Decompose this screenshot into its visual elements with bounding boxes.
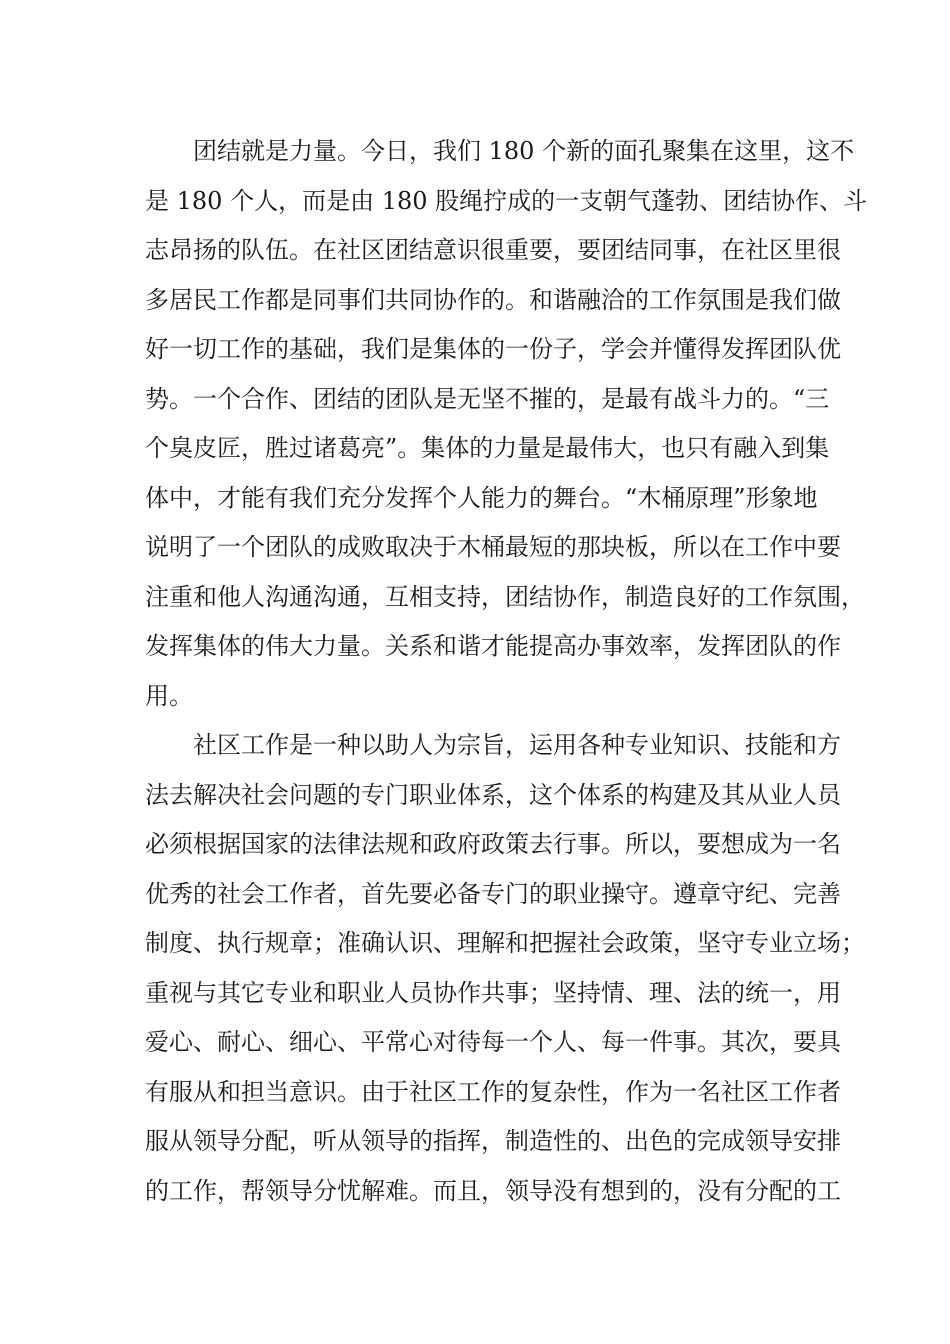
- text-line: 社区工作是一种以助人为宗旨，运用各种专业知识、技能和方: [193, 731, 841, 759]
- text-line: 好一切工作的基础，我们是集体的一份子，学会并懂得发挥团队优: [145, 335, 841, 363]
- text-line: 有服从和担当意识。由于社区工作的复杂性，作为一名社区工作者: [145, 1077, 841, 1106]
- text-line: 重视与其它专业和职业人员协作共事；坚持情、理、法的统一，用: [145, 978, 841, 1007]
- text-line: 是 180 个人，而是由 180 股绳拧成的一支朝气蓬勃、团结协作、斗: [145, 186, 868, 215]
- text-line: 的工作，帮领导分忧解难。而且，领导没有想到的，没有分配的工: [145, 1176, 841, 1205]
- text-line: 体中，才能有我们充分发挥个人能力的舞台。“木桶原理”形象地: [145, 483, 818, 512]
- text-line: 用。: [145, 681, 193, 710]
- text-line: 团结就是力量。今日，我们 180 个新的面孔聚集在这里，这不: [193, 137, 855, 165]
- text-line: 多居民工作都是同事们共同协作的。和谐融洽的工作氛围是我们做: [145, 285, 841, 314]
- text-line: 必须根据国家的法律法规和政府政策去行事。所以，要想成为一名: [145, 830, 841, 858]
- paragraph-1: [145, 127, 868, 721]
- text-line: 发挥集体的伟大力量。关系和谐才能提高办事效率，发挥团队的作: [145, 632, 841, 660]
- text-line: 服从领导分配，听从领导的指挥，制造性的、出色的完成领导安排: [145, 1127, 841, 1155]
- text-line: 注重和他人沟通沟通，互相支持，团结协作，制造良好的工作氛围，: [145, 582, 865, 611]
- paragraph-2: [145, 721, 865, 1216]
- text-line: 优秀的社会工作者，首先要必备专门的职业操守。遵章守纪、完善: [145, 879, 841, 908]
- text-line: 个臭皮匠，胜过诸葛亮”。集体的力量是最伟大，也只有融入到集: [145, 434, 830, 462]
- document-body: [145, 127, 868, 1216]
- text-line: 势。一个合作、团结的团队是无坚不摧的，是最有战斗力的。“三: [145, 384, 830, 413]
- text-line: 法去解决社会问题的专门职业体系，这个体系的构建及其从业人员: [145, 780, 841, 809]
- text-line: 制度、执行规章；准确认识、理解和把握社会政策，坚守专业立场；: [145, 929, 865, 957]
- text-line: 爱心、耐心、细心、平常心对待每一个人、每一件事。其次，要具: [145, 1028, 841, 1056]
- text-line: 志昂扬的队伍。在社区团结意识很重要，要团结同事，在社区里很: [145, 236, 841, 264]
- text-line: 说明了一个团队的成败取决于木桶最短的那块板，所以在工作中要: [145, 533, 841, 561]
